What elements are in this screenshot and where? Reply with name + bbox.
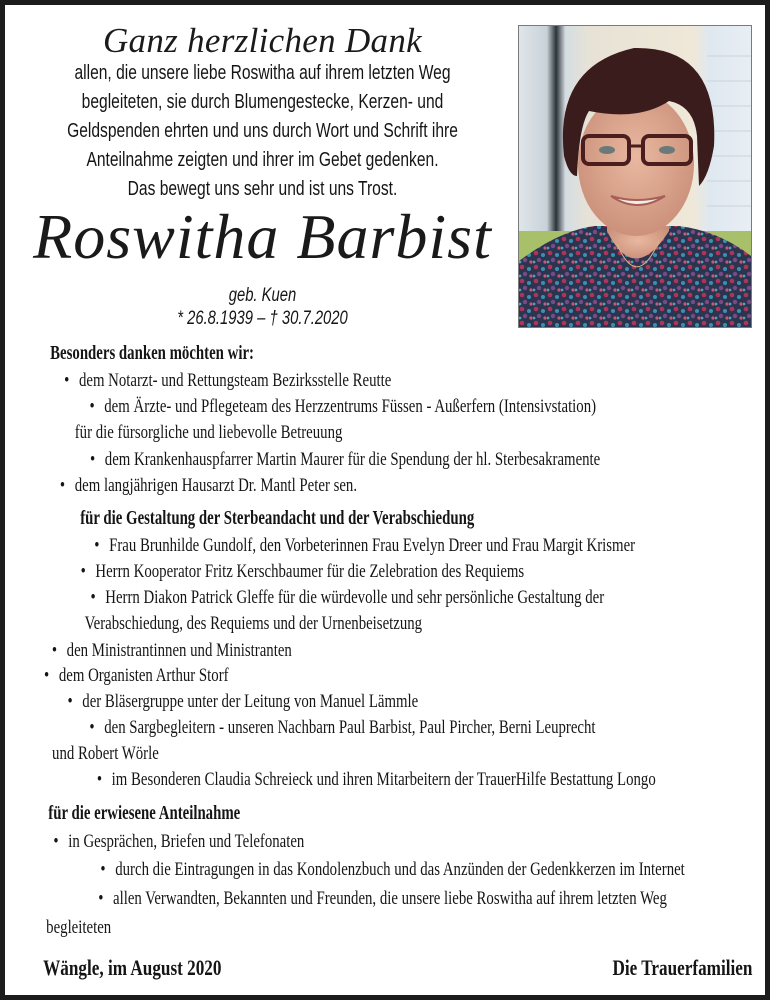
bullet-icon: • [53, 831, 59, 852]
signature: Die Trauerfamilien [612, 955, 752, 980]
bullet-icon: • [96, 769, 103, 790]
intro-line: begleiteten, sie durch Blumengestecke, Kerzen- und [81, 91, 444, 113]
intro-line: Anteilnahme zeigten und ihrer im Gebet gedenken. [86, 149, 439, 171]
list-item [94, 535, 635, 557]
bullet-icon: • [89, 449, 96, 470]
list-item-text: den Sargbegleitern - unseren Nachbarn Paul Barbist, Paul Pircher, Berni Leuprecht [104, 717, 596, 738]
list-item [90, 587, 604, 609]
section-heading: für die erwiesene Anteilnahme [48, 803, 241, 824]
list-item-continuation: Verabschiedung, des Requiems und der Urnenbeisetzung [84, 613, 423, 634]
list-item [97, 769, 656, 791]
bullet-icon: • [89, 396, 95, 417]
portrait-photo-icon [519, 26, 751, 327]
section-heading: für die Gestaltung der Sterbeandacht und der Verabschiedung [80, 508, 475, 529]
list-item-text: dem Krankenhauspfarrer Martin Maurer für die Spendung der hl. Sterbesakramente [104, 449, 601, 470]
list-item-text: Frau Brunhilde Gundolf, den Vorbeterinnen Frau Evelyn Dreer und Frau Margit Krismer [109, 535, 636, 556]
list-item-text: Herrn Diakon Patrick Gleffe für die würdevolle und sehr persönliche Gestaltung der [105, 587, 605, 608]
bullet-icon: • [89, 717, 95, 738]
maiden-name: geb. Kuen [228, 285, 297, 306]
list-item-text: im Besonderen Claudia Schreieck und ihren Mitarbeitern der TrauerHilfe Bestattung Longo [111, 769, 656, 790]
list-item [64, 370, 391, 392]
intro-line: Das bewegt uns sehr und ist uns Trost. [127, 178, 398, 200]
bullet-icon: • [90, 587, 96, 608]
life-dates: * 26.8.1939 – † 30.7.2020 [177, 308, 348, 329]
list-item [90, 449, 600, 471]
bullet-icon: • [98, 888, 104, 909]
list-item-continuation: und Robert Wörle [52, 743, 159, 764]
list-item [44, 665, 229, 687]
bullet-icon: • [64, 370, 70, 391]
bullet-icon: • [80, 561, 86, 582]
list-item [98, 888, 667, 910]
list-item-text: dem Notarzt- und Rettungsteam Bezirksstelle Reutte [78, 370, 392, 391]
bullet-icon: • [100, 859, 106, 880]
thanks-title: Ganz herzlichen Dank [102, 21, 422, 60]
list-item [89, 396, 596, 418]
list-item-text: dem Ärzte- und Pflegeteam des Herzzentrums Füssen - Außerfern (Intensivstation) [104, 396, 597, 417]
obituary-sheet [5, 5, 765, 995]
list-item [89, 717, 595, 739]
place-date: Wängle, im August 2020 [43, 955, 222, 980]
bullet-icon: • [51, 640, 58, 661]
list-item-text: der Bläsergruppe unter der Leitung von Manuel Lämmle [82, 691, 419, 712]
list-item-text: durch die Eintragungen in das Kondolenzbuch und das Anzünden der Gedenkkerzen im Internet [115, 859, 685, 880]
deceased-name: Roswitha Barbist [33, 201, 492, 272]
list-item [60, 475, 357, 497]
list-item-text: allen Verwandten, Bekannten und Freunden, die unsere liebe Roswitha auf ihrem letzten Weg [113, 888, 667, 909]
bullet-icon: • [94, 535, 100, 556]
list-item-text: Herrn Kooperator Fritz Kerschbaumer für die Zelebration des Requiems [95, 561, 525, 582]
bullet-icon: • [67, 691, 73, 712]
intro-line: allen, die unsere liebe Roswitha auf ihrem letzten Weg [74, 62, 451, 84]
portrait-photo [518, 25, 752, 328]
list-item-text: dem Organisten Arthur Storf [58, 665, 229, 686]
list-item-continuation: begleiteten [46, 917, 112, 938]
intro-line: Geldspenden ehrten und uns durch Wort und Schrift ihre [67, 120, 458, 142]
list-item-continuation: für die fürsorgliche und liebevolle Betreuung [74, 422, 343, 443]
bullet-icon: • [59, 475, 66, 496]
section-heading: Besonders danken möchten wir: [50, 343, 254, 364]
list-item [81, 561, 525, 583]
list-item-text: den Ministrantinnen und Ministranten [66, 640, 292, 661]
list-item-text: dem langjährigen Hausarzt Dr. Mantl Peter sen. [74, 475, 358, 496]
list-item-text: in Gesprächen, Briefen und Telefonaten [68, 831, 305, 852]
list-item [67, 691, 418, 713]
bullet-icon: • [44, 665, 50, 686]
list-item [100, 859, 684, 881]
list-item [52, 640, 292, 662]
list-item [53, 831, 304, 853]
